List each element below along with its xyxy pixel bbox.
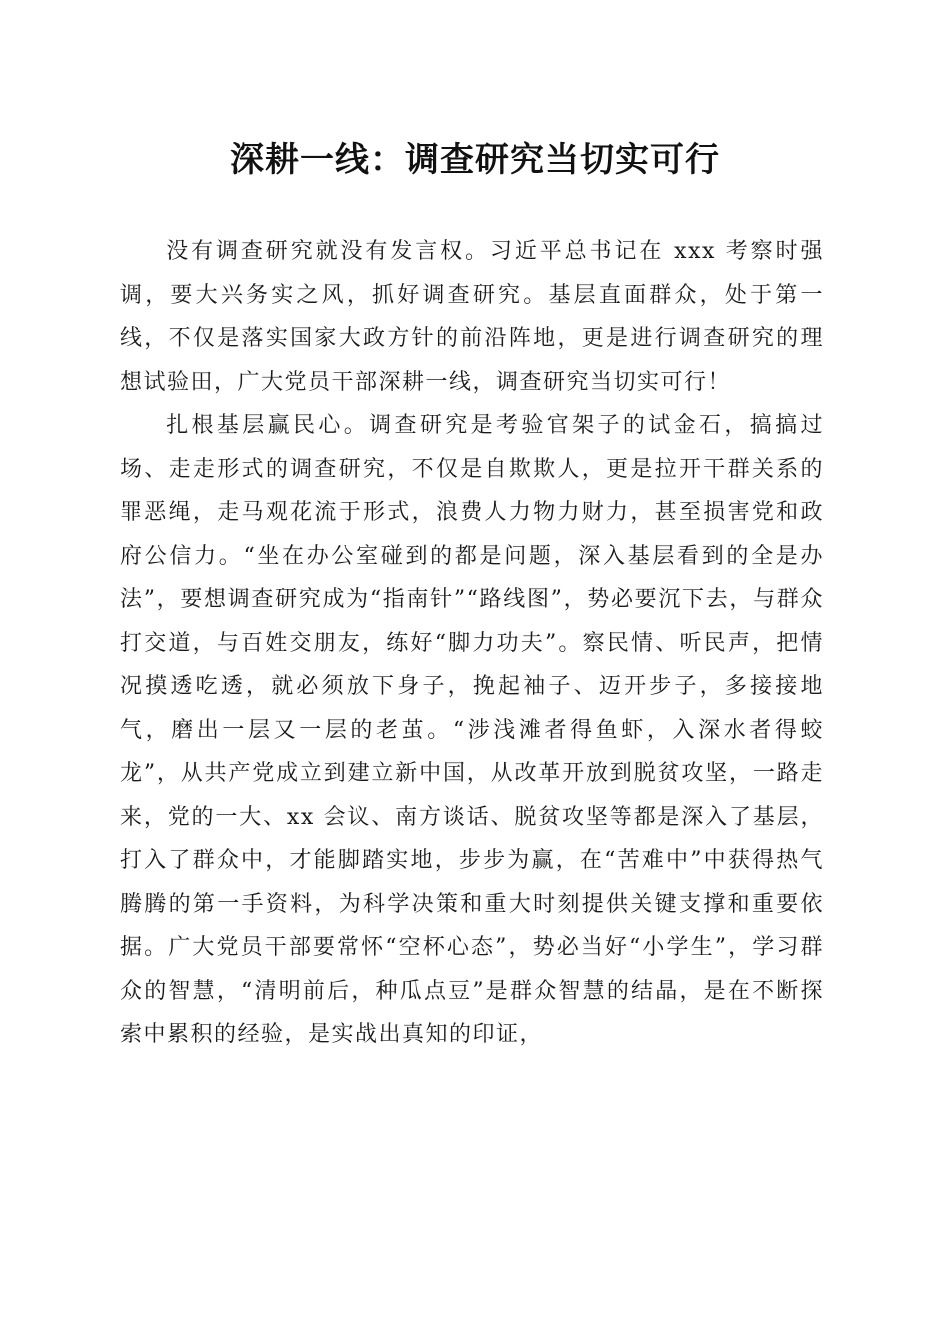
- paragraph: 扎根基层赢民心。调查研究是考验官架子的试金石，搞搞过场、走走形式的调查研究，不仅是自欺欺人，更是拉开干群关系的罪恶绳，走马观花流于形式，浪费人力物力财力，甚至损害党和政府公信力。“坐在办公室碰到的都是问题，深入基层看到的全是办法”，要想调查研究成为“指南针”“路线图”，势必要沉下去，与群众打交道，与百姓交朋友，练好“脚力功夫”。察民情、听民声，把情况摸透吃透，就必须放下身子，挽起袖子、迈开步子，多接接地气，磨出一层又一层的老茧。“涉浅滩者得鱼虾，入深水者得蛟龙”，从共产党成立到建立新中国，从改革开放到脱贫攻坚，一路走来，党的一大、xx 会议、南方谈话、脱贫攻坚等都是深入了基层，打入了群众中，才能脚踏实地，步步为赢，在“苦难中”中获得热气腾腾的第一手资料，为科学决策和重大时刻提供关键支撑和重要依据。广大党员干部要常怀“空杯心态”，势必当好“小学生”，学习群众的智慧，“清明前后，种瓜点豆”是群众智慧的结晶，是在不断探索中累积的经验，是实战出真知的印证，: [120, 413, 824, 1047]
- paragraph: 没有调查研究就没有发言权。习近平总书记在 xxx 考察时强调，要大兴务实之风，抓好调查研究。基层直面群众，处于第一线，不仅是落实国家大政方针的前沿阵地，更是进行调查研究的理想试验田，广大党员干部深耕一线，调查研究当切实可行！: [120, 239, 824, 395]
- document-body: [120, 230, 824, 1057]
- document-title: 深耕一线：调查研究当切实可行: [230, 140, 720, 180]
